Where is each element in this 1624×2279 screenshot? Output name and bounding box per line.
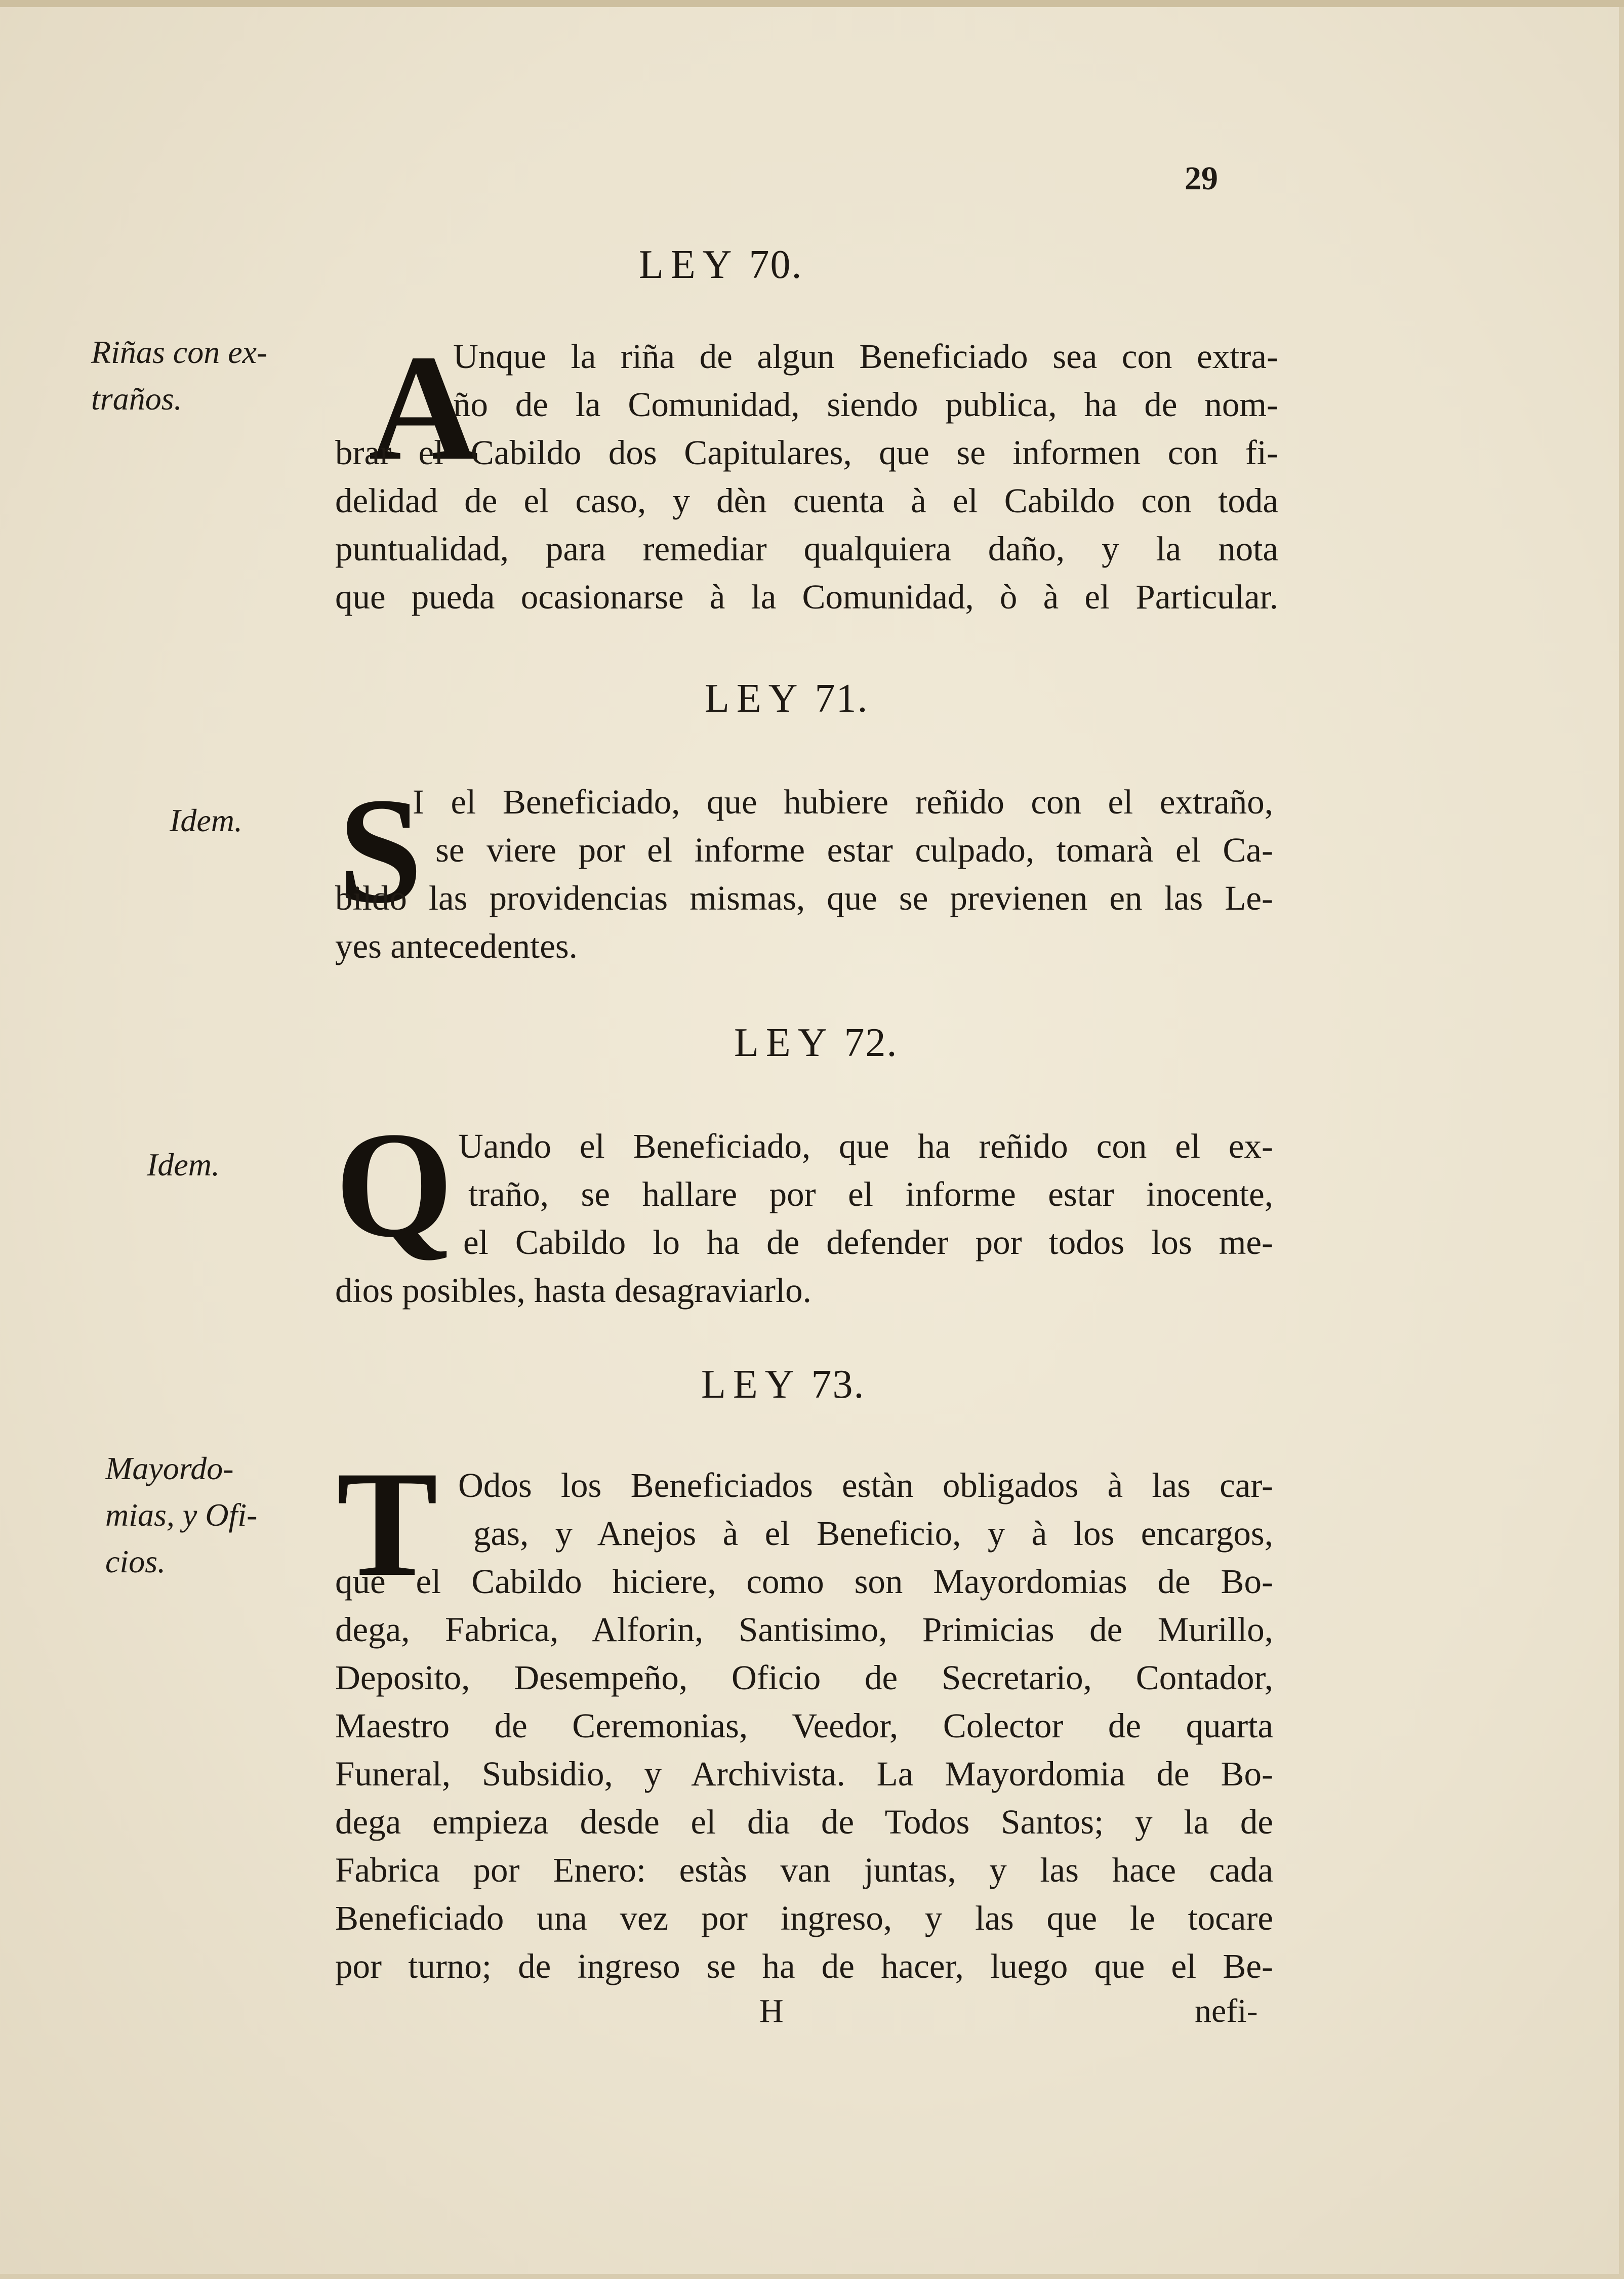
law-heading-70: LEY 70. <box>639 242 803 287</box>
law-heading-72: LEY 72. <box>734 1021 898 1065</box>
margin-note-72: Idem. <box>147 1147 220 1183</box>
catchword: nefi- <box>1195 1992 1258 2029</box>
text-line: Maestro de Ceremonias, Veedor, Colector de quarta <box>335 1706 1273 1745</box>
text-line: ño de la Comunidad, siendo publica, ha de nom- <box>453 385 1278 424</box>
page-number: 29 <box>1185 160 1218 197</box>
drop-cap-q: Q <box>335 1101 454 1269</box>
margin-note-71: Idem. <box>170 802 242 838</box>
text-line: Deposito, Desempeño, Oficio de Secretario, Contador, <box>335 1658 1273 1697</box>
text-line: brar el Cabildo dos Capitulares, que se informen con fi- <box>335 433 1278 472</box>
law-heading-73: LEY 73. <box>701 1362 865 1407</box>
margin-note-73: Mayordo- mias, y Ofi- cios. <box>105 1450 258 1579</box>
margin-note-70: Riñas con ex- traños. <box>91 334 268 417</box>
text-line: dega, Fabrica, Alforin, Santisimo, Primicias de Murillo, <box>335 1610 1273 1649</box>
text-line: I el Beneficiado, que hubiere reñido con el extraño, <box>413 783 1273 821</box>
text-line: Unque la riña de algun Beneficiado sea con extra- <box>453 337 1278 376</box>
drop-cap-s: S <box>338 766 423 934</box>
signature-mark: H <box>759 1992 784 2029</box>
text-line: gas, y Anejos à el Beneficio, y à los encargos, <box>473 1514 1273 1553</box>
text-line: Uando el Beneficiado, que ha reñido con el ex- <box>458 1127 1273 1165</box>
text-line: Odos los Beneficiados estàn obligados à las car- <box>458 1466 1273 1504</box>
text-line: por turno; de ingreso se ha de hacer, luego que el Be- <box>335 1947 1273 1985</box>
text-line: bildo las providencias mismas, que se previenen en las Le- <box>335 879 1273 917</box>
text-line: puntualidad, para remediar qualquiera daño, y la nota <box>335 530 1278 568</box>
page-top-edge <box>0 0 1624 7</box>
text-line: yes antecedentes. <box>335 927 578 965</box>
text-line: Beneficiado una vez por ingreso, y las que le tocare <box>335 1899 1273 1937</box>
text-line: que pueda ocasionarse à la Comunidad, ò à el Particular. <box>335 578 1278 616</box>
law-heading-71: LEY 71. <box>705 676 869 721</box>
text-line: se viere por el informe estar culpado, tomarà el Ca- <box>435 831 1273 869</box>
drop-cap-t: T <box>337 1440 438 1608</box>
text-line: dios posibles, hasta desagraviarlo. <box>335 1271 811 1310</box>
text-line: Fabrica por Enero: estàs van juntas, y las hace cada <box>335 1851 1273 1889</box>
drop-cap-a: A <box>369 323 478 492</box>
text-line: delidad de el caso, y dèn cuenta à el Cabildo con toda <box>335 481 1278 520</box>
text-line: traño, se hallare por el informe estar inocente, <box>468 1175 1273 1213</box>
text-line: que el Cabildo hiciere, como son Mayordomias de Bo- <box>335 1562 1273 1601</box>
text-line: Funeral, Subsidio, y Archivista. La Mayordomia de Bo- <box>335 1755 1273 1793</box>
text-line: el Cabildo lo ha de defender por todos los me- <box>463 1223 1273 1261</box>
text-line: dega empieza desde el dia de Todos Santos; y la de <box>335 1803 1273 1841</box>
